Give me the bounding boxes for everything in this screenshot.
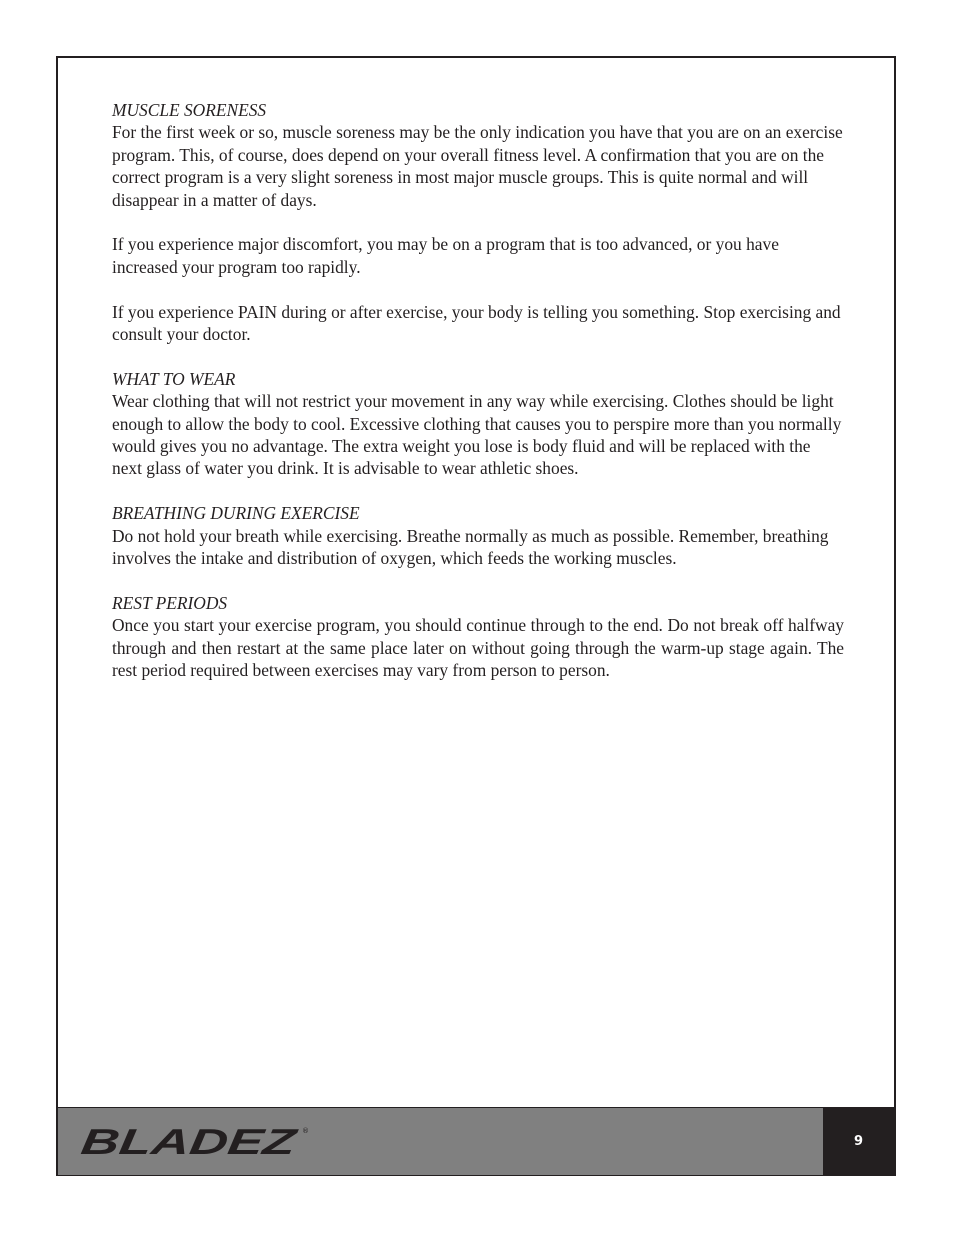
section-what-to-wear [112,368,844,480]
section-title: WHAT TO WEAR [112,368,236,389]
page-number-box [823,1108,894,1175]
section-rest-periods [112,592,844,682]
section-title: MUSCLE SORENESS [112,100,267,120]
section-breathing [112,502,844,569]
section-title: REST PERIODS [112,592,228,613]
paragraph: For the first week or so, muscle soreness may be the only indication you have that you are on an exercise program. This, of course, does depend on your overall fitness level. A confirmation that you are on the correct program is a very slight soreness in most major muscle groups. This is quite normal and will disappear in a matter of days. [112,122,843,210]
paragraph: Do not hold your breath while exercising. Breathe normally as much as possible. Remember, breathing involves the intake and distribution of oxygen, which feeds the working muscles. [112,525,829,569]
section-title: BREATHING DURING EXERCISE [112,503,360,524]
paragraph: If you experience PAIN during or after exercise, your body is telling you something. Stop exercising and consult your doctor. [112,301,841,345]
logo-registered-mark: ® [302,1127,309,1135]
section-muscle-soreness [112,99,844,345]
page-number: 9 [853,1134,864,1149]
bladez-logo [78,1121,309,1162]
logo-text: BLADEZ [78,1121,231,1162]
paragraph: Once you start your exercise program, you should continue through to the end. Do not break off halfway through and then restart at the same place later on without going through the warm-up stage again. The rest period required between exercises may vary from person to person. [112,615,844,681]
document-body [112,99,844,704]
paragraph: Wear clothing that will not restrict your movement in any way while exercising. Clothes should be light enough to allow the body to cool. Excessive clothing that causes you to perspire more than you normally would gives you no advantage. The extra weight you lose is body fluid and will be replaced with the next glass of water you drink. It is advisable to wear athletic shoes. [112,391,842,479]
paragraph: If you experience major discomfort, you may be on a program that is too advanced, or you have increased your program too rapidly. [112,234,779,277]
footer-bar [58,1107,894,1175]
